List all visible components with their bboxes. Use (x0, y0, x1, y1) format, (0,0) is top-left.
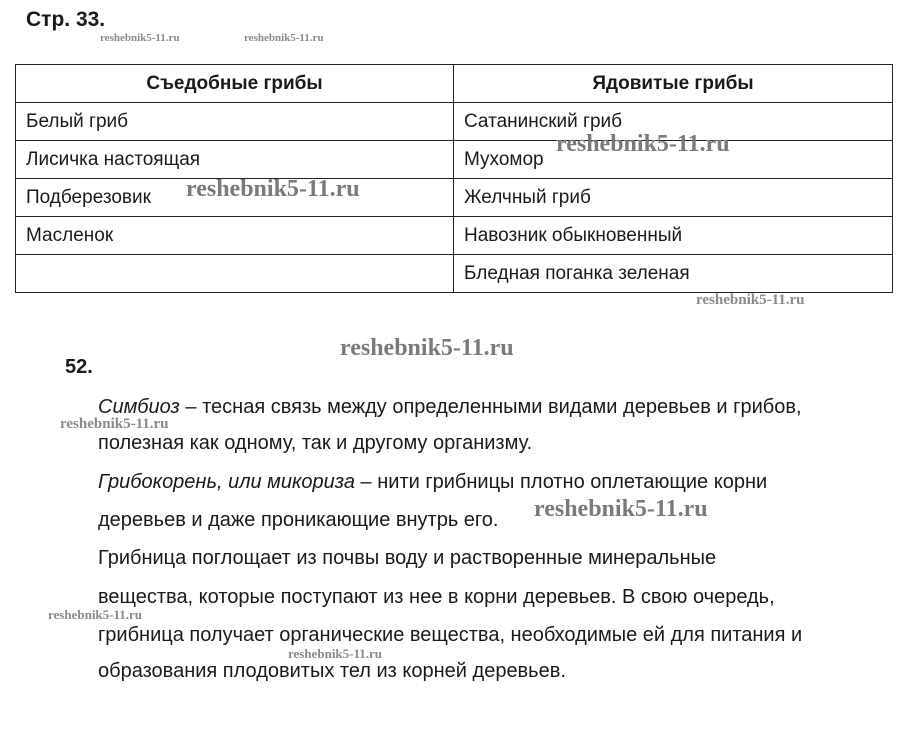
paragraph-line: образования плодовитых тел из корней деревьев. (98, 660, 566, 682)
watermark: reshebnik5-11.ru (48, 607, 143, 622)
table-cell: Желчный гриб (454, 179, 893, 217)
definition-text: – тесная связь между определенными видами деревьев и грибов, (179, 396, 802, 418)
paragraph-line: деревьев и даже проникающие внутрь его. (98, 509, 499, 531)
watermark: reshebnik5-11.ru (696, 292, 805, 308)
watermark: reshebnik5-11.ru (340, 335, 514, 361)
paragraph-line (98, 471, 767, 494)
term-mycorrhiza: Грибокорень, или микориза (98, 471, 355, 493)
paragraph-line: Грибница поглощает из почвы воду и растворенные минеральные (98, 547, 717, 569)
watermark: reshebnik5-11.ru (288, 646, 383, 661)
table-row (16, 141, 893, 179)
term-symbiosis: Симбиоз (98, 396, 180, 418)
table-row (16, 179, 893, 217)
table-cell: Бледная поганка зеленая (454, 255, 893, 293)
paragraph-line: грибница получает органические вещества, необходимые ей для питания и (98, 624, 803, 646)
definition-text: – нити грибницы плотно оплетающие корни (355, 471, 768, 493)
table-cell: Масленок (16, 217, 454, 255)
table-cell: Мухомор (454, 141, 893, 179)
table-row (16, 103, 893, 141)
watermark: reshebnik5-11.ru (186, 176, 360, 202)
watermark: reshebnik5-11.ru (244, 32, 324, 44)
table-header-row (16, 65, 893, 103)
column-header-poisonous: Ядовитые грибы (454, 65, 893, 103)
table-cell: Сатанинский гриб (454, 103, 893, 141)
table-cell (16, 255, 454, 293)
table-cell: Навозник обыкновенный (454, 217, 893, 255)
page-title: Стр. 33. (26, 8, 106, 31)
column-header-edible: Съедобные грибы (16, 65, 454, 103)
table-cell: Лисичка настоящая (16, 141, 454, 179)
watermark: reshebnik5-11.ru (100, 32, 180, 44)
watermark: reshebnik5-11.ru (60, 416, 169, 432)
table-row (16, 255, 893, 293)
mushroom-table (15, 64, 893, 293)
paragraph-line: вещества, которые поступают из нее в корни деревьев. В свою очередь, (98, 586, 775, 608)
paragraph-line (98, 396, 802, 419)
table-cell: Подберезовик (16, 179, 454, 217)
paragraph-line: полезная как одному, так и другому организму. (98, 432, 533, 454)
table-cell: Белый гриб (16, 103, 454, 141)
watermark: reshebnik5-11.ru (534, 496, 708, 522)
section-number: 52. (65, 356, 93, 378)
table-row (16, 217, 893, 255)
watermark: reshebnik5-11.ru (556, 131, 730, 157)
